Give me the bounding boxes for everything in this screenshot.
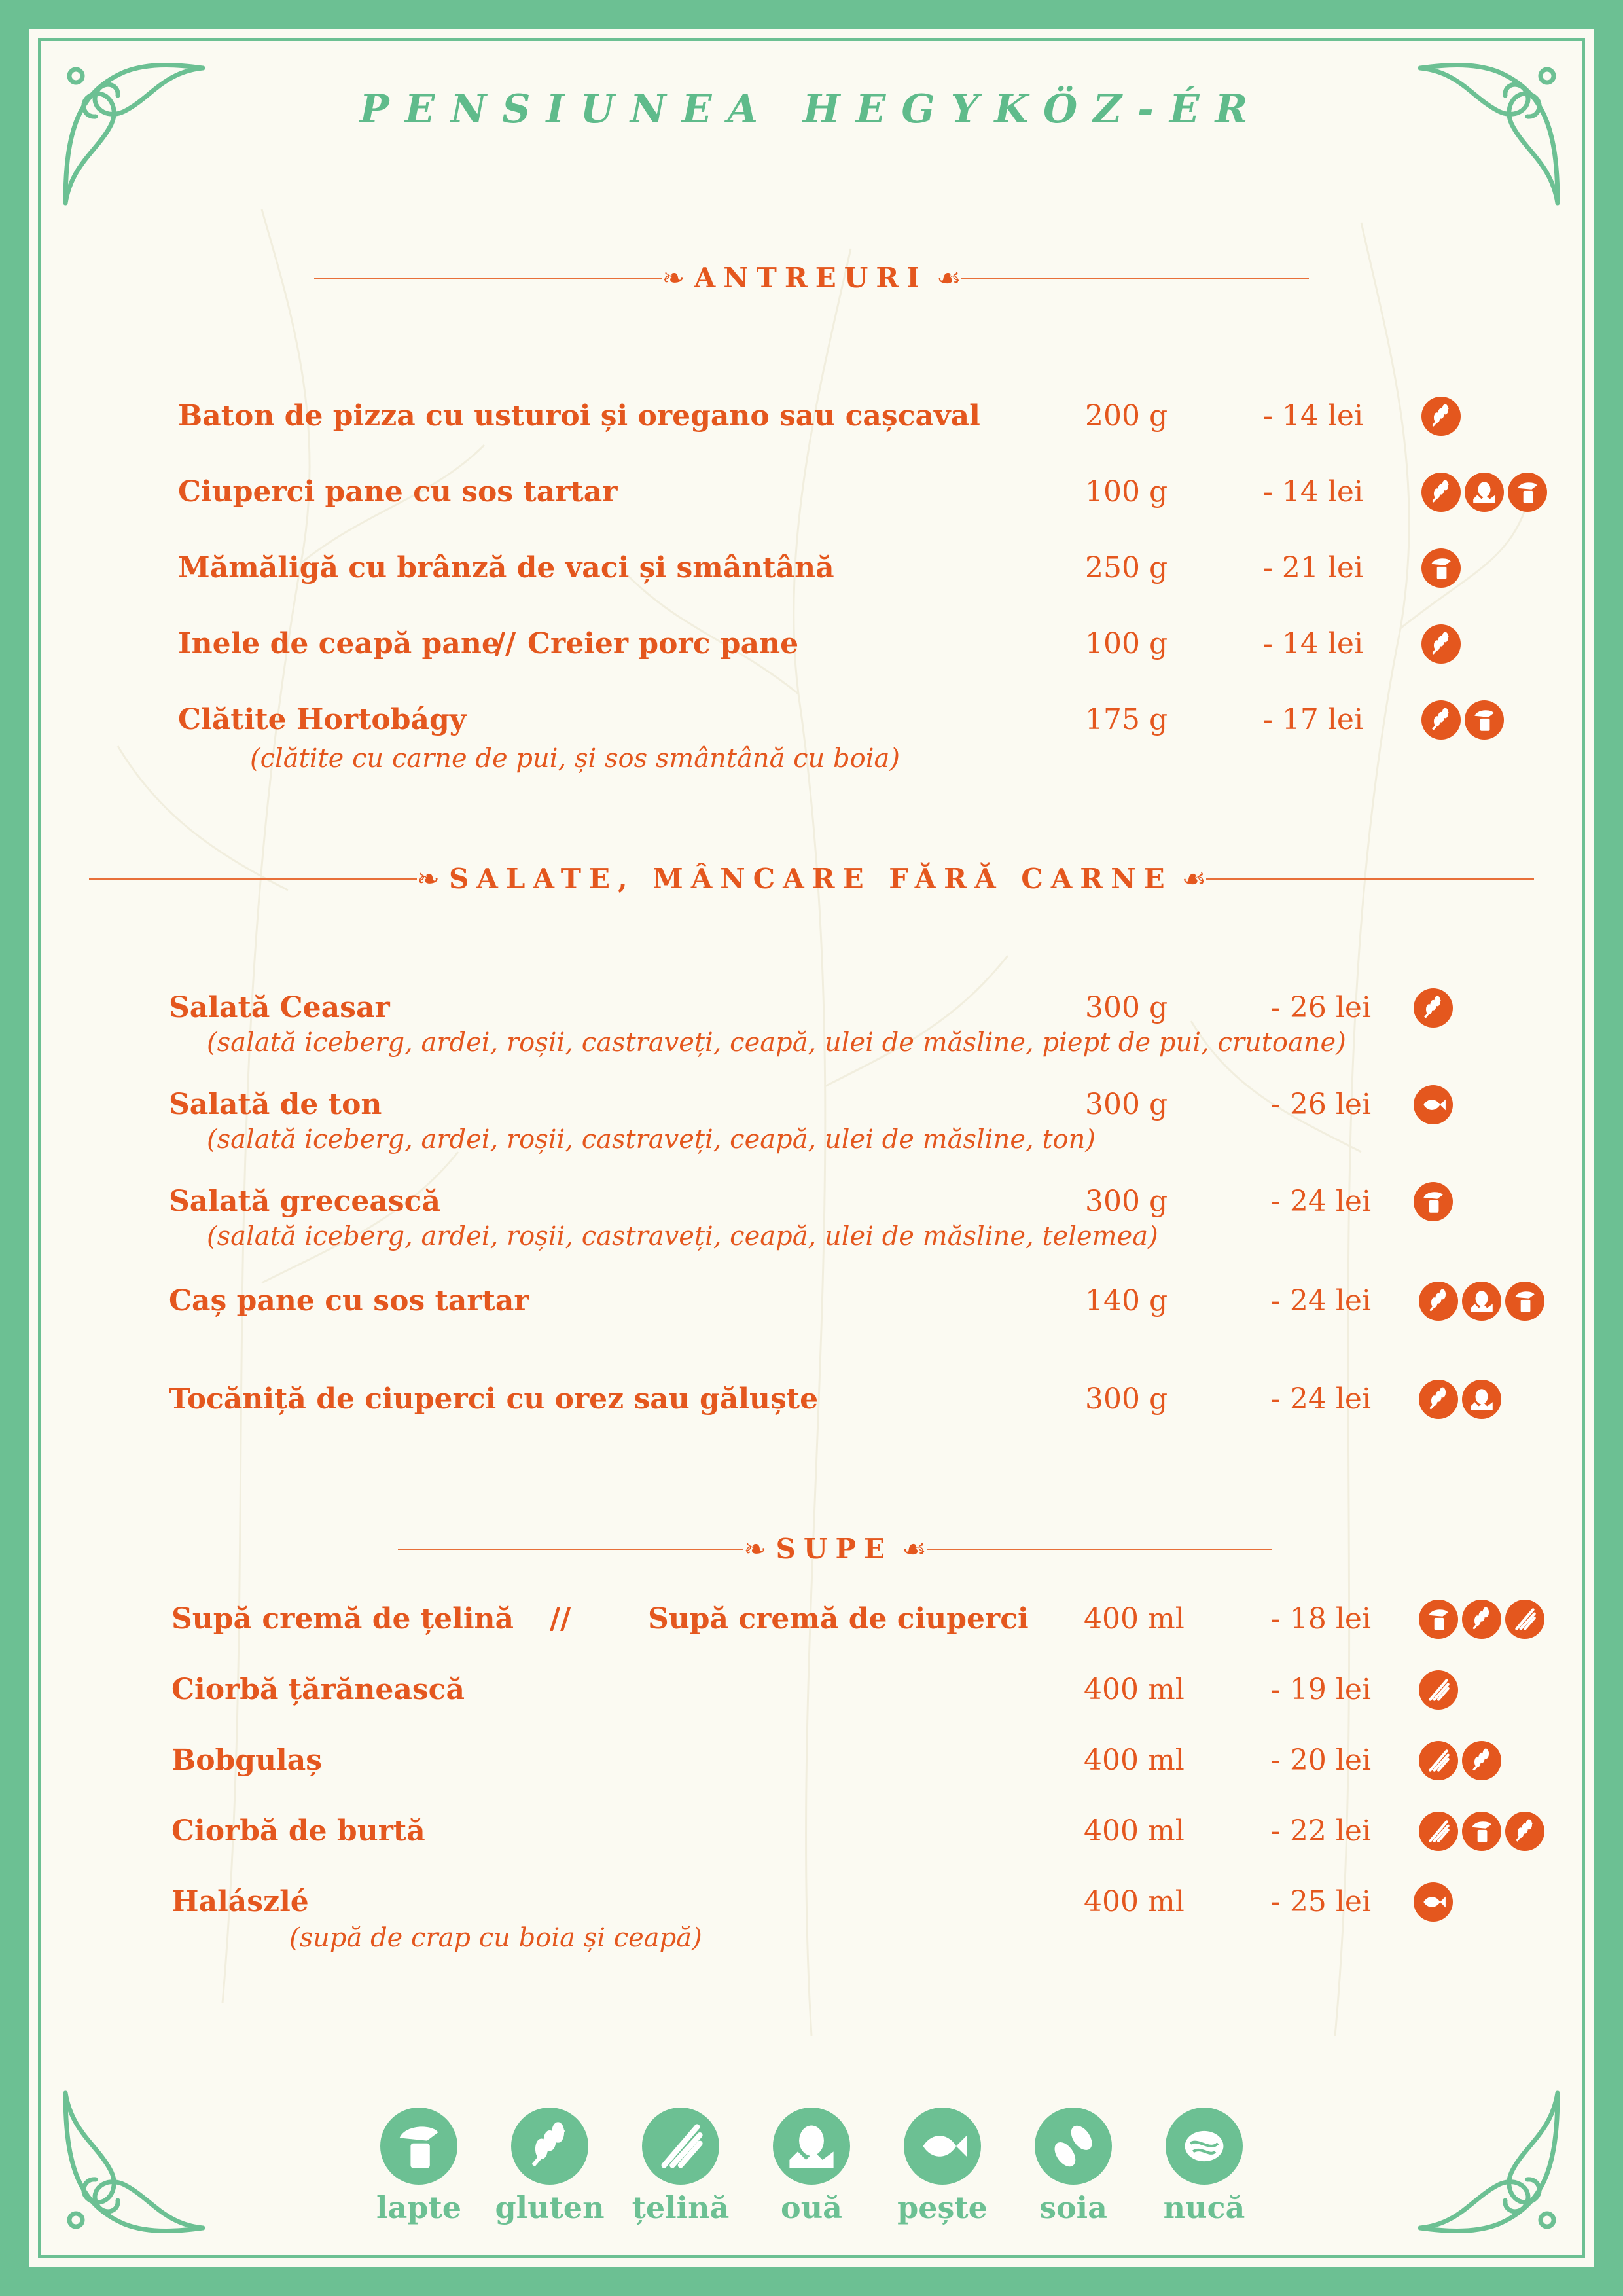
item-quantity: 400 ml	[1084, 1673, 1185, 1706]
item-quantity: 140 g	[1085, 1284, 1168, 1318]
item-name: Ciorbă de burtă	[171, 1814, 425, 1848]
allergen-icons	[1421, 624, 1461, 664]
milk-icon	[1505, 1282, 1544, 1321]
item-quantity: 300 g	[1085, 1088, 1168, 1121]
allergen-icons	[1421, 473, 1547, 512]
item-quantity: 300 g	[1085, 1185, 1168, 1218]
celery-icon	[1419, 1812, 1458, 1851]
item-alt-name: Creier porc pane	[527, 627, 799, 660]
milk-icon	[1508, 473, 1547, 512]
legend-label: ouă	[781, 2190, 842, 2225]
section-title: SUPE	[776, 1533, 893, 1565]
corner-ornament-bottom-right	[1414, 2087, 1571, 2244]
gluten-icon	[1421, 473, 1461, 512]
divider-line	[1206, 878, 1534, 880]
item-price: - 21 lei	[1263, 551, 1364, 584]
gluten-icon	[1505, 1812, 1544, 1851]
item-name: Bobgulaș	[171, 1744, 323, 1777]
flourish-right-icon: ☙	[1181, 862, 1207, 895]
allergen-legend	[353, 2108, 1270, 2225]
item-price: - 26 lei	[1271, 991, 1372, 1024]
fish-icon	[1414, 1085, 1453, 1124]
divider-line	[398, 1549, 743, 1550]
allergen-icons	[1419, 1600, 1544, 1639]
item-quantity: 250 g	[1085, 551, 1168, 584]
allergen-icons	[1419, 1282, 1544, 1321]
item-price: - 25 lei	[1271, 1885, 1372, 1918]
legend-item	[877, 2108, 1008, 2225]
item-quantity: 100 g	[1085, 475, 1168, 509]
item-quantity: 100 g	[1085, 627, 1168, 660]
allergen-icons	[1421, 548, 1461, 588]
celery-icon	[642, 2108, 719, 2185]
eggs-icon	[1465, 473, 1504, 512]
item-name: Halászlé	[171, 1885, 309, 1918]
item-name: Baton de pizza cu usturoi și oregano sau cașcaval	[178, 399, 980, 433]
eggs-icon	[1462, 1282, 1501, 1321]
legend-item	[353, 2108, 484, 2225]
allergen-icons	[1414, 1882, 1453, 1922]
legend-label: lapte	[376, 2190, 461, 2225]
milk-icon	[1421, 548, 1461, 588]
divider-line	[927, 1549, 1272, 1550]
item-name: Mămăligă cu brânză de vaci și smântână	[178, 551, 834, 584]
legend-item	[484, 2108, 615, 2225]
celery-icon	[1419, 1741, 1458, 1780]
item-price: - 24 lei	[1271, 1185, 1372, 1218]
allergen-icons	[1419, 1380, 1501, 1419]
item-name: Clătite Hortobágy	[178, 703, 467, 736]
item-name: Salată grecească	[169, 1185, 440, 1218]
corner-ornament-bottom-left	[52, 2087, 209, 2244]
item-name: Salată Ceasar	[169, 991, 390, 1024]
fish-icon	[1414, 1882, 1453, 1922]
section-header-supe	[398, 1533, 1272, 1565]
celery-icon	[1419, 1670, 1458, 1710]
nut-icon	[1166, 2108, 1243, 2185]
item-description: (clătite cu carne de pui, și sos smântână cu boia)	[250, 744, 900, 774]
item-name: Ciuperci pane cu sos tartar	[178, 475, 618, 509]
item-price: - 24 lei	[1271, 1284, 1372, 1318]
divider-line	[314, 278, 662, 279]
item-price: - 24 lei	[1271, 1382, 1372, 1416]
gluten-icon	[1419, 1380, 1458, 1419]
legend-label: gluten	[495, 2190, 605, 2225]
milk-icon	[380, 2108, 457, 2185]
section-header-salate	[89, 863, 1534, 895]
gluten-icon	[1462, 1600, 1501, 1639]
legend-label: țelină	[632, 2190, 730, 2225]
flourish-right-icon: ☙	[936, 261, 961, 294]
item-name: Supă cremă de țelină	[171, 1602, 514, 1636]
legend-item	[1139, 2108, 1270, 2225]
item-name: Tocăniță de ciuperci cu orez sau găluște	[169, 1382, 819, 1416]
legend-label: pește	[897, 2190, 988, 2225]
eggs-icon	[1462, 1380, 1501, 1419]
item-name: Ciorbă țărănească	[171, 1673, 465, 1706]
item-price: - 14 lei	[1263, 627, 1364, 660]
item-name: Caș pane cu sos tartar	[169, 1284, 529, 1318]
legend-item	[1008, 2108, 1139, 2225]
item-price: - 17 lei	[1263, 703, 1364, 736]
item-description: (salată iceberg, ardei, roșii, castraveți, ceapă, ulei de măsline, piept de pui, crutoane)	[207, 1028, 1346, 1058]
fish-icon	[904, 2108, 981, 2185]
gluten-icon	[1421, 700, 1461, 740]
item-quantity: 200 g	[1085, 399, 1168, 433]
flourish-left-icon: ❧	[662, 261, 685, 294]
milk-icon	[1465, 700, 1504, 740]
eggs-icon	[773, 2108, 850, 2185]
item-quantity: 400 ml	[1084, 1744, 1185, 1777]
legend-label: nucă	[1163, 2190, 1245, 2225]
legend-item	[615, 2108, 746, 2225]
soy-icon	[1035, 2108, 1112, 2185]
item-quantity: 300 g	[1085, 1382, 1168, 1416]
item-separator: //	[495, 627, 516, 660]
divider-line	[961, 278, 1309, 279]
item-price: - 26 lei	[1271, 1088, 1372, 1121]
item-description: (salată iceberg, ardei, roșii, castraveți, ceapă, ulei de măsline, ton)	[207, 1124, 1096, 1155]
allergen-icons	[1414, 1182, 1453, 1221]
section-title: SALATE, MÂNCARE FĂRĂ CARNE	[448, 863, 1173, 895]
flourish-left-icon: ❧	[416, 862, 440, 895]
item-name: Salată de ton	[169, 1088, 382, 1121]
section-title: ANTREURI	[694, 262, 927, 294]
item-description: (supă de crap cu boia și ceapă)	[289, 1923, 702, 1953]
page-title: PENSIUNEA HEGYKÖZ-ÉR	[359, 86, 1264, 132]
item-price: - 19 lei	[1271, 1673, 1372, 1706]
divider-line	[89, 878, 417, 880]
item-separator: //	[550, 1602, 571, 1636]
allergen-icons	[1414, 988, 1453, 1028]
gluten-icon	[511, 2108, 588, 2185]
allergen-icons	[1421, 397, 1461, 436]
item-quantity: 400 ml	[1084, 1885, 1185, 1918]
flourish-right-icon: ☙	[902, 1532, 927, 1565]
milk-icon	[1414, 1182, 1453, 1221]
gluten-icon	[1419, 1282, 1458, 1321]
item-name: Inele de ceapă pane	[178, 627, 500, 660]
gluten-icon	[1421, 624, 1461, 664]
celery-icon	[1505, 1600, 1544, 1639]
item-quantity: 175 g	[1085, 703, 1168, 736]
milk-icon	[1462, 1812, 1501, 1851]
allergen-icons	[1419, 1670, 1458, 1710]
item-quantity: 300 g	[1085, 991, 1168, 1024]
item-alt-name: Supă cremă de ciuperci	[648, 1602, 1029, 1636]
item-price: - 18 lei	[1271, 1602, 1372, 1636]
gluten-icon	[1462, 1741, 1501, 1780]
gluten-icon	[1414, 988, 1453, 1028]
allergen-icons	[1419, 1812, 1544, 1851]
section-header-antreuri	[314, 262, 1309, 294]
item-quantity: 400 ml	[1084, 1602, 1185, 1636]
gluten-icon	[1421, 397, 1461, 436]
legend-label: soia	[1039, 2190, 1107, 2225]
item-price: - 22 lei	[1271, 1814, 1372, 1848]
allergen-icons	[1421, 700, 1504, 740]
item-price: - 14 lei	[1263, 475, 1364, 509]
item-price: - 14 lei	[1263, 399, 1364, 433]
item-price: - 20 lei	[1271, 1744, 1372, 1777]
milk-icon	[1419, 1600, 1458, 1639]
item-description: (salată iceberg, ardei, roșii, castraveți, ceapă, ulei de măsline, telemea)	[207, 1221, 1158, 1251]
flourish-left-icon: ❧	[743, 1532, 767, 1565]
allergen-icons	[1414, 1085, 1453, 1124]
legend-item	[746, 2108, 877, 2225]
item-quantity: 400 ml	[1084, 1814, 1185, 1848]
allergen-icons	[1419, 1741, 1501, 1780]
